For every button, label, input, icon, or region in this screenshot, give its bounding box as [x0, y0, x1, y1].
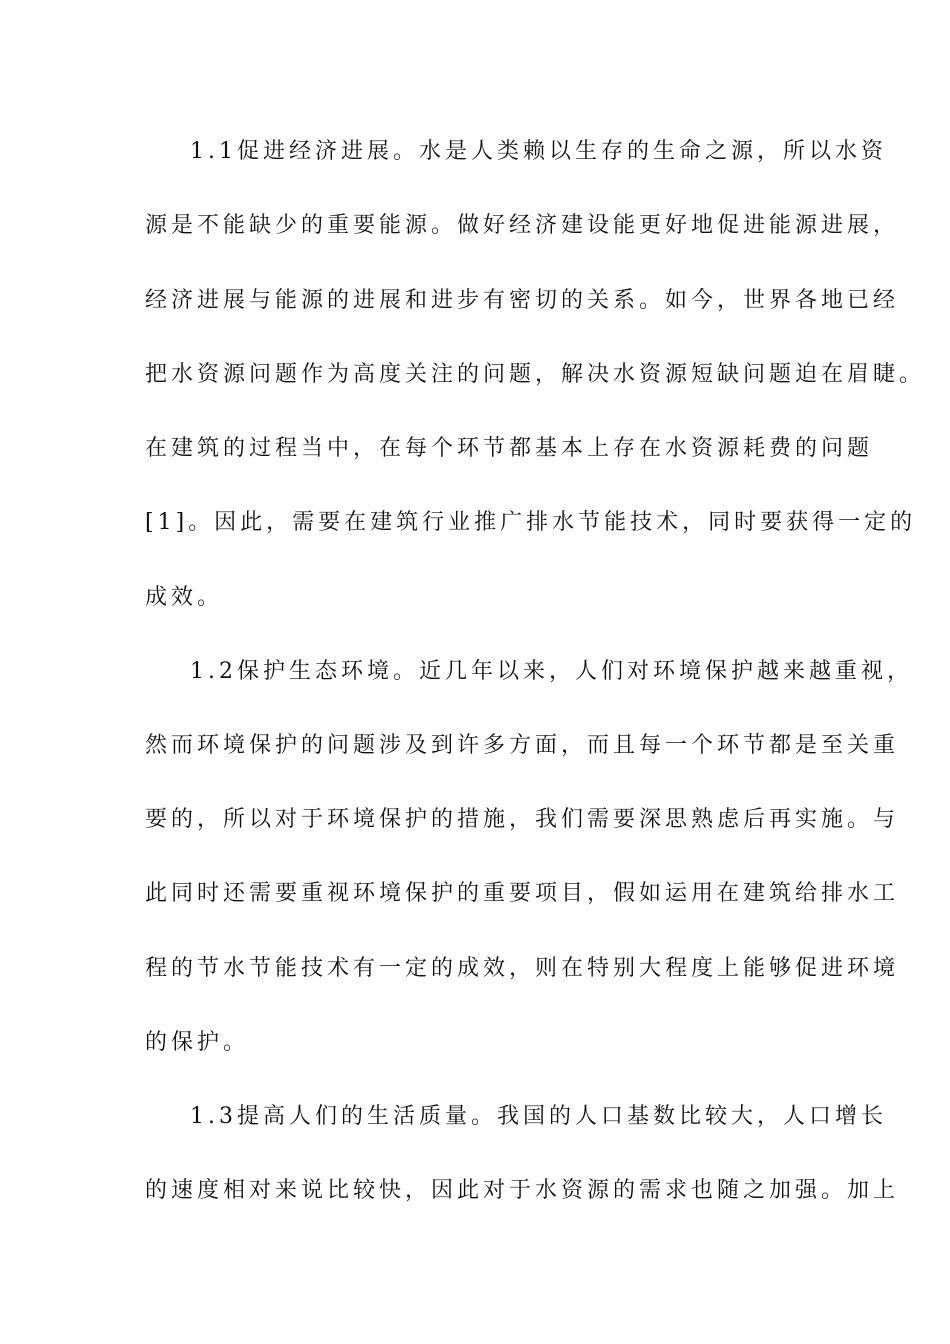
paragraph-1-line-5: 在建筑的过程当中，在每个环节都基本上存在水资源耗费的问题 [145, 436, 874, 461]
paragraph-2-line-3: 要的，所以对于环境保护的措施，我们需要深思熟虑后再实施。与 [145, 807, 900, 832]
paragraph-2-line-1: 1.2保护生态环境。近几年以来，人们对环境保护越来越重视， [190, 659, 913, 684]
paragraph-2-line-6: 的保护。 [145, 1030, 250, 1055]
paragraph-1-line-4: 把水资源问题作为高度关注的问题，解决水资源短缺问题迫在眉睫。 [145, 362, 926, 387]
paragraph-1-line-2: 源是不能缺少的重要能源。做好经济建设能更好地促进能源进展， [145, 213, 900, 238]
paragraph-1-line-3: 经济进展与能源的进展和进步有密切的关系。如今，世界各地已经 [145, 288, 900, 313]
paragraph-1-line-1: 1.1促进经济进展。水是人类赖以生存的生命之源，所以水资 [190, 139, 887, 164]
paragraph-1-line-6: [1]。因此，需要在建筑行业推广排水节能技术，同时要获得一定的 [145, 510, 917, 535]
paragraph-3-line-2: 的速度相对来说比较快，因此对于水资源的需求也随之加强。加上 [145, 1178, 900, 1203]
paragraph-2-line-2: 然而环境保护的问题涉及到许多方面，而且每一个环节都是至关重 [145, 733, 900, 758]
paragraph-2-line-4: 此同时还需要重视环境保护的重要项目，假如运用在建筑给排水工 [145, 881, 900, 906]
paragraph-1-line-7: 成效。 [145, 585, 224, 610]
paragraph-2-line-5: 程的节水节能技术有一定的成效，则在特别大程度上能够促进环境 [145, 956, 900, 981]
paragraph-3-line-1: 1.3提高人们的生活质量。我国的人口基数比较大，人口增长 [190, 1104, 887, 1129]
